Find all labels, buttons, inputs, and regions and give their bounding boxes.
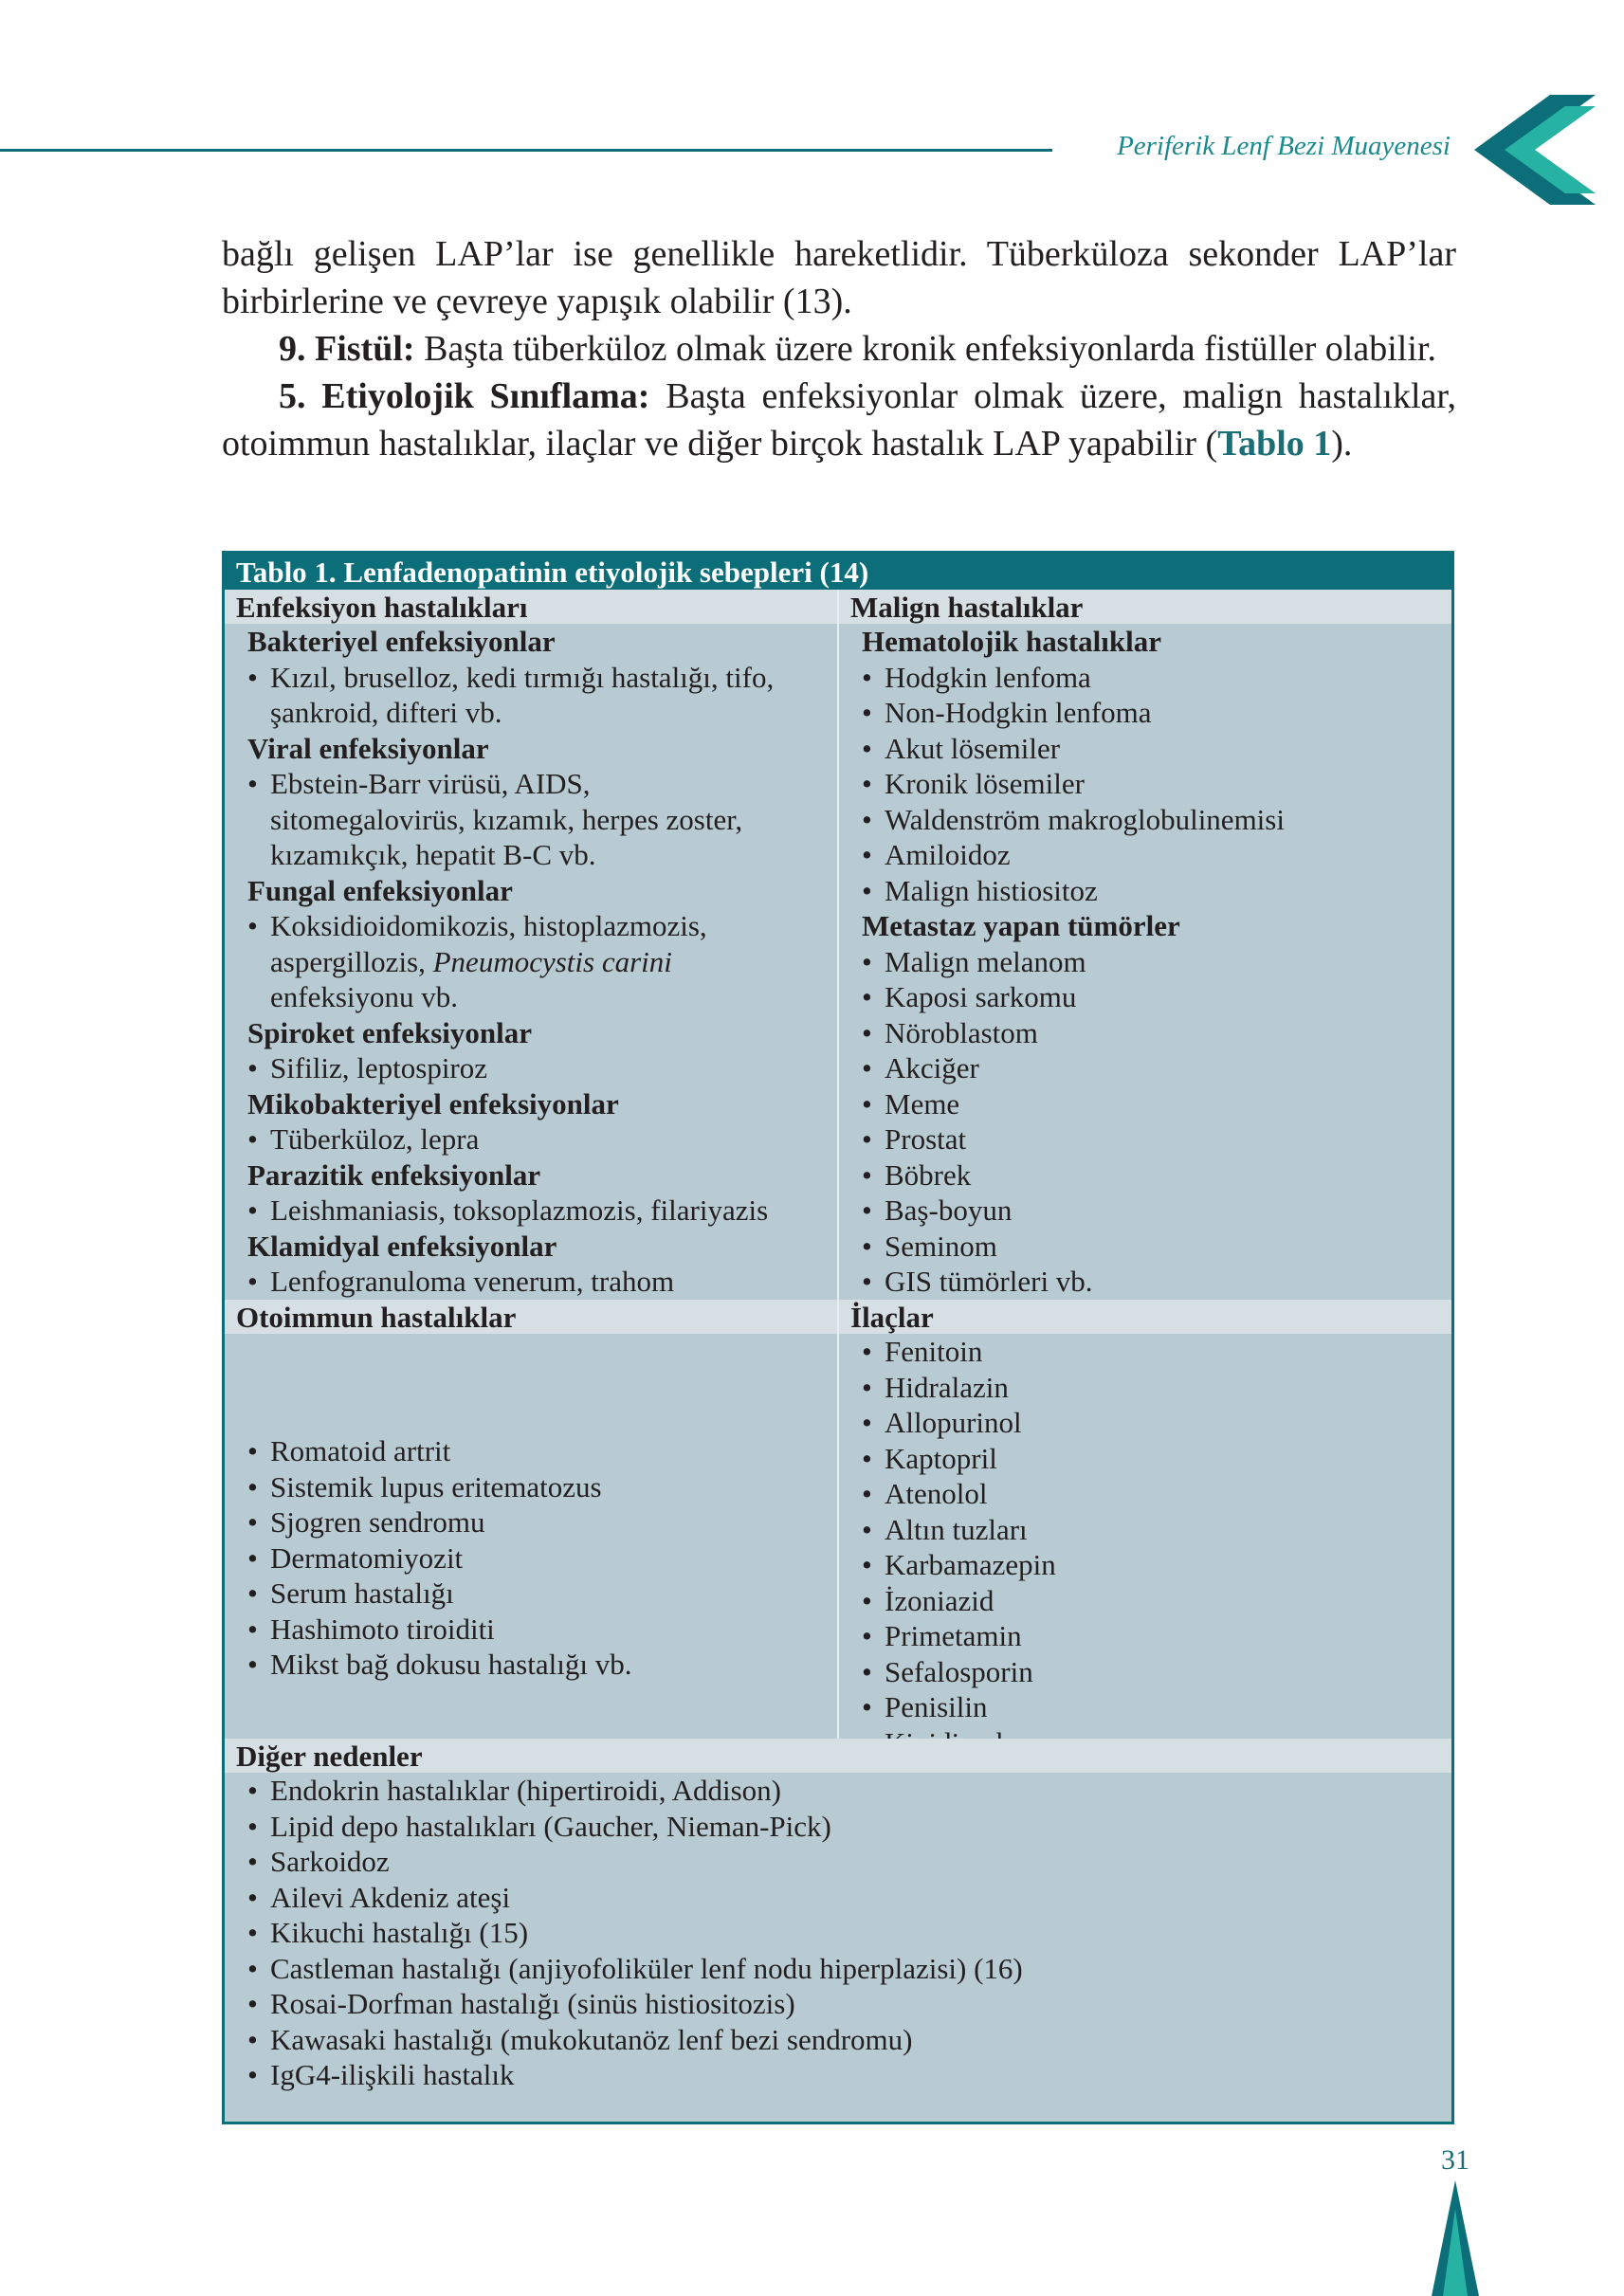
bacterial-title: Bakteriyel enfeksiyonlar <box>247 625 556 658</box>
list-item: • Kaposi sarkomu <box>839 979 1446 1015</box>
paragraph-continuation: bağlı gelişen LAP’lar ise genellikle hareketlidir. Tüberküloza sekonder LAP’lar birbirlerine ve çevreye yapışık olabilir (13). <box>222 234 1456 321</box>
term-fistul: 9. Fistül: <box>279 329 415 369</box>
list-item: • Kikuchi hastalığı (15) <box>225 1915 1448 1951</box>
list-item: • Kronik lösemiler <box>839 766 1446 802</box>
malign-column <box>839 624 1446 1300</box>
list-item: • IgG4-ilişkili hastalık <box>225 2057 1448 2093</box>
fungal-title: Fungal enfeksiyonlar <box>247 873 513 907</box>
list-item: • İzoniazid <box>839 1583 1446 1619</box>
mycobacterial-title: Mikobakteriyel enfeksiyonlar <box>247 1086 619 1121</box>
list-item: • Romatoid artrit <box>225 1433 831 1469</box>
list-item: • Koksidioidomikozis, histoplazmozis, <box>225 908 831 944</box>
page-number: 31 <box>1441 2144 1469 2176</box>
list-item: • Nöroblastom <box>839 1015 1446 1051</box>
table-reference-link[interactable]: Tablo 1 <box>1217 424 1332 464</box>
list-item: • Sjogren sendromu <box>225 1504 831 1540</box>
chevron-left-icon <box>1474 95 1597 205</box>
drugs-column <box>839 1334 1446 1760</box>
hematologic-title: Hematolojik hastalıklar <box>862 625 1162 658</box>
body-text <box>222 230 1456 467</box>
list-item: • Castleman hastalığı (anjiyofoliküler lenf nodu hiperplazisi) (16) <box>225 1951 1448 1987</box>
list-item: • Penisilin <box>839 1689 1446 1725</box>
list-item: • Dermatomiyozit <box>225 1540 831 1576</box>
viral-title: Viral enfeksiyonlar <box>247 731 489 765</box>
list-item: • Kawasaki hastalığı (mukokutanöz lenf bezi sendromu) <box>225 2022 1448 2058</box>
list-item: • Sistemik lupus eritematozus <box>225 1469 831 1505</box>
list-item: • Rosai-Dorfman hastalığı (sinüs histiositozis) <box>225 1986 1448 2022</box>
list-item: • Malign histiositoz <box>839 873 1446 909</box>
list-item: • Ebstein-Barr virüsü, AIDS, <box>225 766 831 802</box>
paragraph-fistul: 9. Fistül: Başta tüberküloz olmak üzere kronik enfeksiyonlarda fistüller olabilir. <box>279 329 1436 369</box>
table-title: Tablo 1. Lenfadenopatinin etiyolojik sebepleri (14) <box>225 554 1451 590</box>
list-item: • Waldenström makroglobulinemisi <box>839 802 1446 838</box>
list-item-cont: aspergillozis, Pneumocystis carini <box>270 944 672 978</box>
list-item: • Prostat <box>839 1121 1446 1157</box>
list-item: • Böbrek <box>839 1157 1446 1194</box>
list-item: • Akut lösemiler <box>839 731 1446 767</box>
running-title: Periferik Lenf Bezi Muayenesi <box>1117 131 1451 161</box>
list-item: • Sifiliz, leptospiroz <box>225 1050 831 1086</box>
list-item: • Sefalosporin <box>839 1654 1446 1690</box>
metastatic-title: Metastaz yapan tümörler <box>862 909 1180 942</box>
list-item: • Sarkoidoz <box>225 1844 1448 1880</box>
list-item-cont: sitomegalovirüs, kızamık, herpes zoster, <box>270 802 743 836</box>
list-item: • Amiloidoz <box>839 837 1446 873</box>
list-item: • Hidralazin <box>839 1370 1446 1406</box>
list-item: • Serum hastalığı <box>225 1576 831 1612</box>
list-item: • Lenfogranuloma venerum, trahom <box>225 1264 831 1300</box>
list-item: • Primetamin <box>839 1618 1446 1654</box>
list-item: • Akciğer <box>839 1050 1446 1086</box>
malign-header: Malign hastalıklar <box>839 590 1451 624</box>
spire-ornament-icon <box>1432 2180 1479 2296</box>
italic-species: Pneumocystis carini <box>432 944 672 978</box>
list-item: • Endokrin hastalıklar (hipertiroidi, Addison) <box>225 1773 1448 1809</box>
list-item: • Malign melanom <box>839 944 1446 980</box>
list-item-cont: enfeksiyonu vb. <box>270 980 459 1013</box>
list-item: • Mikst bağ dokusu hastalığı vb. <box>225 1647 831 1683</box>
list-item: • GIS tümörleri vb. <box>839 1264 1446 1300</box>
list-item: • Fenitoin <box>839 1334 1446 1370</box>
autoimmune-column <box>225 1433 831 1683</box>
infection-header: Enfeksiyon hastalıkları <box>225 590 837 624</box>
paragraph-etiology: 5. Etiyolojik Sınıflama: Başta enfeksiyonlar olmak üzere, malign hastalıklar, otoimmun hastalıklar, ilaçlar ve diğer birçok hastalık LAP yapabilir (Tablo 1). <box>222 376 1456 464</box>
list-item-cont: kızamıkçık, hepatit B-C vb. <box>270 838 596 871</box>
etiology-table <box>222 551 1454 2124</box>
infection-column <box>225 624 831 1300</box>
list-item: • Leishmaniasis, toksoplazmozis, filariyazis <box>225 1193 831 1229</box>
list-item: • Kaptopril <box>839 1441 1446 1477</box>
list-item: • Baş-boyun <box>839 1193 1446 1229</box>
list-item: • Atenolol <box>839 1476 1446 1512</box>
list-item: • Altın tuzları <box>839 1512 1446 1548</box>
list-item: • Hodgkin lenfoma <box>839 660 1446 696</box>
list-item: • Kızıl, bruselloz, kedi tırmığı hastalığı, tifo, <box>225 660 831 696</box>
list-item: • Ailevi Akdeniz ateşi <box>225 1880 1448 1916</box>
other-header: Diğer nedenler <box>225 1739 1451 1773</box>
header-rule <box>0 149 1052 152</box>
list-item: • Allopurinol <box>839 1405 1446 1441</box>
list-item: • Lipid depo hastalıkları (Gaucher, Nieman-Pick) <box>225 1809 1448 1845</box>
list-item: • Tüberküloz, lepra <box>225 1121 831 1157</box>
autoimmune-header: Otoimmun hastalıklar <box>225 1300 837 1334</box>
list-item: • Hashimoto tiroiditi <box>225 1612 831 1648</box>
list-item: • Meme <box>839 1086 1446 1122</box>
spirochete-title: Spiroket enfeksiyonlar <box>247 1015 532 1049</box>
term-etiology: 5. Etiyolojik Sınıflama: <box>279 376 650 416</box>
drugs-header: İlaçlar <box>839 1300 1451 1334</box>
other-column <box>225 1773 1448 2093</box>
parasitic-title: Parazitik enfeksiyonlar <box>247 1157 541 1192</box>
list-item: • Karbamazepin <box>839 1547 1446 1583</box>
list-item: • Non-Hodgkin lenfoma <box>839 695 1446 731</box>
chlamydial-title: Klamidyal enfeksiyonlar <box>247 1229 557 1263</box>
list-item-cont: şankroid, difteri vb. <box>270 696 502 729</box>
list-item: • Seminom <box>839 1229 1446 1265</box>
